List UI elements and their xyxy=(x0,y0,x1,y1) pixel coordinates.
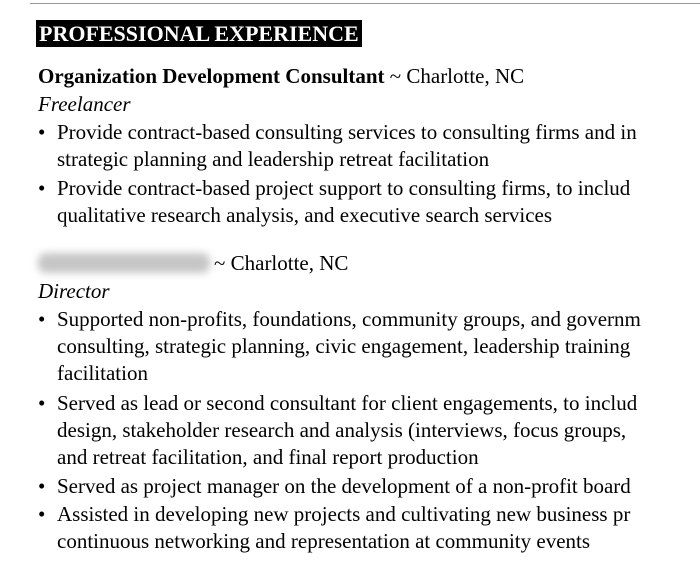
bullet-marker: • xyxy=(38,391,46,415)
bullet-line: and retreat facilitation, and final report production xyxy=(57,445,479,469)
top-rule xyxy=(30,3,700,4)
job-header xyxy=(38,64,524,88)
redacted-company-name xyxy=(38,253,210,273)
job-role: Freelancer xyxy=(38,92,131,116)
bullet-marker: • xyxy=(38,474,46,498)
job-title: Organization Development Consultant xyxy=(38,64,385,88)
bullet-line: strategic planning and leadership retreat facilitation xyxy=(57,147,490,171)
job-location: ~ Charlotte, NC xyxy=(214,251,349,275)
job-role: Director xyxy=(38,279,110,303)
job-header xyxy=(38,251,348,275)
bullet-marker: • xyxy=(38,176,46,200)
bullet-marker: • xyxy=(38,502,46,526)
bullet-line: Provide contract-based consulting services to consulting firms and in xyxy=(57,120,637,144)
bullet-line: continuous networking and representation at community events xyxy=(57,529,591,553)
bullet-line: Supported non-profits, foundations, community groups, and governm xyxy=(57,307,641,331)
bullet-marker: • xyxy=(38,307,46,331)
section-title: PROFESSIONAL EXPERIENCE xyxy=(36,20,362,47)
bullet-line: Assisted in developing new projects and cultivating new business pr xyxy=(57,502,631,526)
bullet-line: consulting, strategic planning, civic engagement, leadership training xyxy=(57,334,631,358)
bullet-line: design, stakeholder research and analysis (interviews, focus groups, xyxy=(57,418,627,442)
bullet-line: Served as lead or second consultant for client engagements, to includ xyxy=(57,391,638,415)
bullet-line: qualitative research analysis, and executive search services xyxy=(57,203,553,227)
bullet-line: Provide contract-based project support to consulting firms, to includ xyxy=(57,176,631,200)
bullet-line: Served as project manager on the development of a non-profit board xyxy=(57,474,631,498)
bullet-marker: • xyxy=(38,120,46,144)
bullet-line: facilitation xyxy=(57,361,148,385)
job-location: ~ Charlotte, NC xyxy=(389,64,525,88)
